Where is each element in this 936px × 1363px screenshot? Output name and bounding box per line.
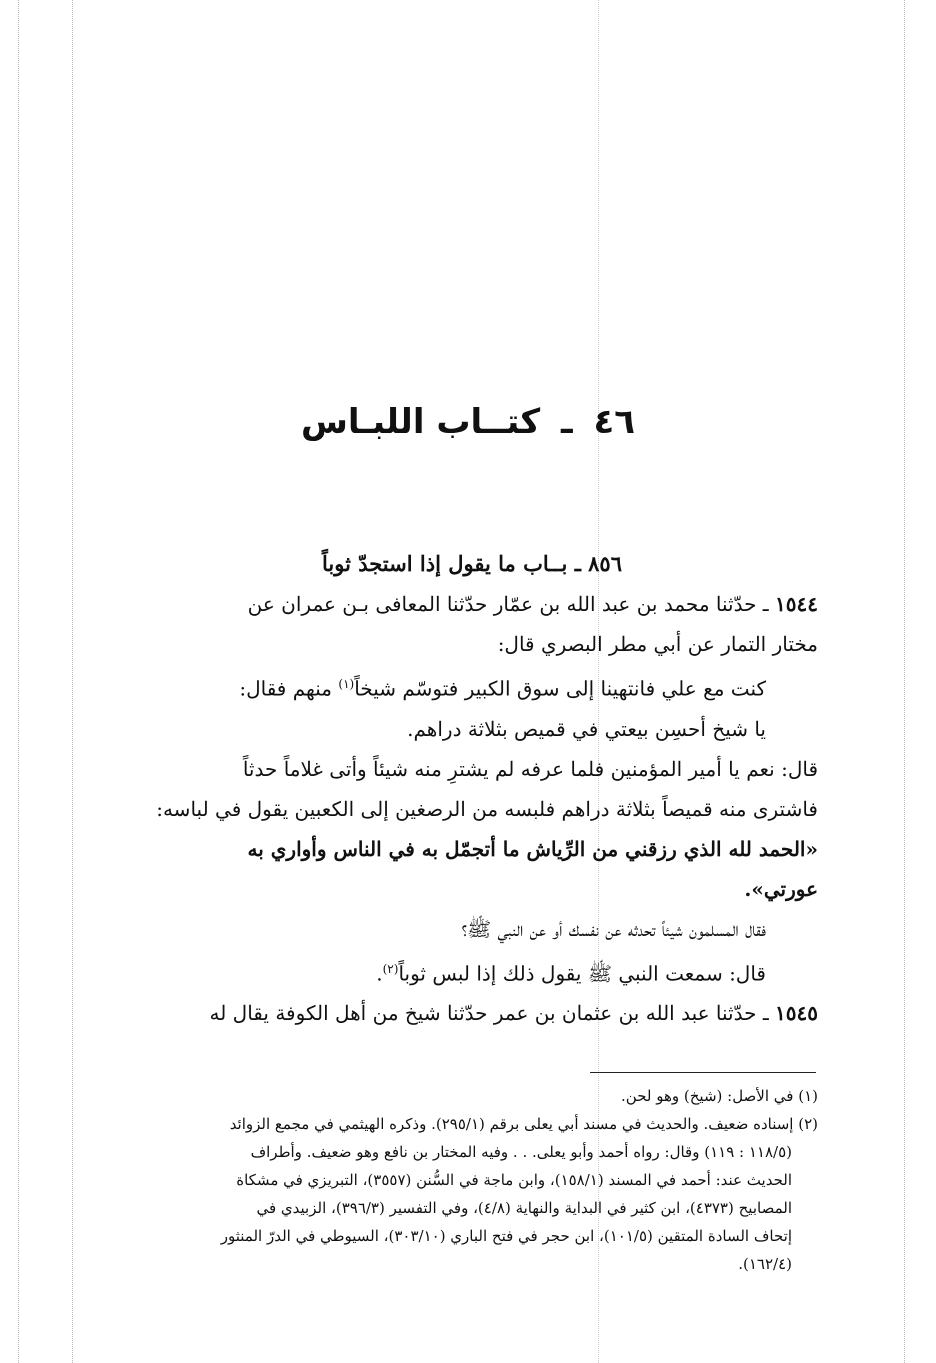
hadith-text: منهم فقال: [239, 676, 339, 701]
hadith-1544-line [78, 949, 818, 994]
footnote-reference: (٢) [382, 961, 399, 976]
footnote-divider [590, 1072, 816, 1073]
hadith-text: ـ حدّثنا عبد الله بن عثمان بن عمر حدّثنا شيخ من أهل الكوفة يقال له [209, 1001, 776, 1026]
hadith-1545-line [78, 993, 818, 1033]
footnote-2-continued: المصابيح (٤٣٧٣)، ابن كثير في البداية والنهاية (٤/٨)، وفي التفسير (٣٩٦/٣)، الزبيدي في [256, 1199, 792, 1217]
hadith-text: قال: سمعت النبي ﷺ يقول ذلك إذا لبس ثوباً [398, 961, 766, 986]
footnote-2-continued: الحديث عند: أحمد في المسند (١٥٨/١)، وابن ماجة في السُّنن (٣٥٥٧)، التبريزي في مشكاة [236, 1171, 792, 1189]
chapter-number: ٤٦ [593, 402, 635, 442]
hadith-1544-line: فقال المسلمون شيئاً تحدثه عن نفسك أو عن النبي ﷺ؟ [461, 916, 766, 941]
hadith-number: ١٥٤٥ [775, 1001, 818, 1026]
hadith-1544-line [78, 664, 818, 709]
footnote-2: (٢) إسناده ضعيف. والحديث في مسند أبي يعلى برقم (٢٩٥/١). وذكره الهيثمي في مجمع الزوائد [229, 1115, 818, 1133]
footnote-reference: (١) [338, 677, 355, 691]
hadith-text: ـ حدّثنا محمد بن عبد الله بن عمّار حدّثنا المعافى بـن عمران عن [247, 592, 776, 616]
hadith-text: كنت مع علي فانتهينا إلى سوق الكبير فتوسّم شيخاً [354, 676, 766, 701]
scan-guide-line [18, 0, 19, 1363]
hadith-number: ١٥٤٤ [775, 592, 818, 616]
main-text [78, 544, 818, 1033]
hadith-1544-line: مختار التمار عن أبي مطر البصري قال: [497, 632, 818, 656]
dua-text: «الحمد لله الذي رزقني من الرِّياش ما أتجمّل به في الناس وأواري به [247, 836, 818, 861]
footnote-2-continued: إتحاف السادة المتقين (١٠١/٥)، ابن حجر في فتح الباري (٣٠٣/١٠)، السيوطي في الدرّ المنثور [220, 1227, 792, 1245]
scan-guide-line [72, 0, 73, 1363]
dua-text: عورتي». [744, 876, 818, 901]
hadith-1544-line [78, 584, 818, 624]
hadith-text: . [376, 961, 383, 986]
hadith-1544-line: يا شيخ أحسِن بيعتي في قميص بثلاثة دراهم. [407, 716, 766, 741]
footnote-1: (١) في الأصل: (شيخ) وهو لحن. [621, 1087, 818, 1105]
chapter-title [0, 402, 936, 442]
bab-heading: ٨٥٦ ـ بــاب ما يقول إذا استجدّ ثوباً [321, 551, 622, 576]
chapter-separator: ـ [561, 402, 573, 442]
footnote-2-continued: (١٦٢/٤). [738, 1255, 792, 1273]
chapter-name: كتــاب اللبـاس [301, 402, 541, 442]
hadith-1544-line: فاشترى منه قميصاً بثلاثة دراهم فلبسه من الرصغين إلى الكعبين يقول في لباسه: [156, 796, 818, 821]
footnotes [78, 1082, 818, 1278]
footnote-2-continued: (١١٨/٥ : ١١٩) وقال: رواه أحمد وأبو يعلى. . . وفيه المختار بن نافع وهو ضعيف. وأطراف [250, 1143, 792, 1161]
hadith-1544-line: قال: نعم يا أمير المؤمنين فلما عرفه لم يشترِ منه شيئاً وأتى غلاماً حدثاً [242, 756, 818, 781]
scan-guide-line [904, 0, 905, 1363]
